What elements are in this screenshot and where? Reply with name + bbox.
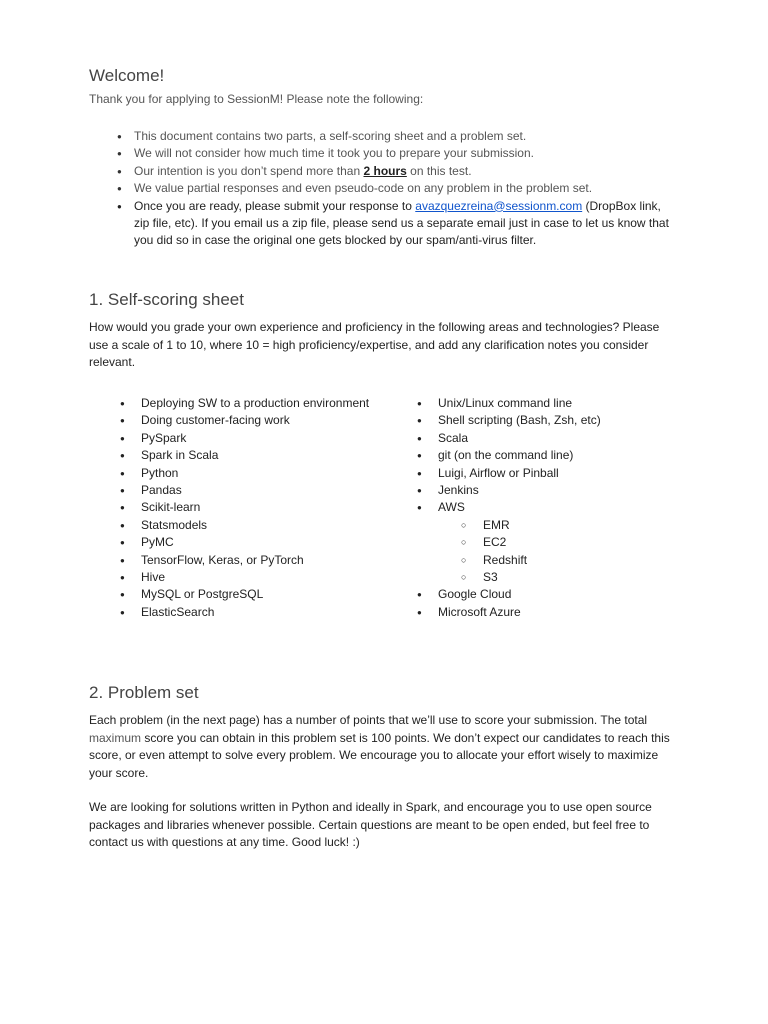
skill-item: ● Hive <box>120 569 369 586</box>
skill-item: ● MySQL or PostgreSQL <box>120 586 369 603</box>
skill-item: ● Scikit-learn <box>120 499 369 516</box>
intro-hours-post: on this test. <box>406 163 472 178</box>
p1-part-b: maximum <box>89 730 142 745</box>
intro-item-partial: ● We value partial responses and even pseudo-code on any problem in the problem set. <box>117 180 677 197</box>
intro-submit-post: (DropBox link, zip file, etc). If you email us a zip file, please send us a separate email just in case to let us know that you did so in case the original one gets blocked by our spam/anti-virus filter. <box>134 198 669 248</box>
intro-item-submit <box>117 198 677 250</box>
problem-set-heading: 2. Problem set <box>89 683 199 702</box>
email-link[interactable]: avazquezreina@sessionm.com <box>415 198 583 213</box>
skill-item: ● Luigi, Airflow or Pinball <box>417 465 601 482</box>
skill-subitem: ○ EMR <box>417 517 601 534</box>
skills-list-left <box>120 395 369 621</box>
skill-item: ● Unix/Linux command line <box>417 395 601 412</box>
skill-item: ● Scala <box>417 430 601 447</box>
p1-part-c: score you can obtain in this problem set is 100 points. We don’t expect our candidates to reach this score, or even attempt to solve every problem. We encourage you to allocate your effort wisely to maximize your score. <box>89 730 670 780</box>
skill-item: ● Statsmodels <box>120 517 369 534</box>
skill-subitem: ○ EC2 <box>417 534 601 551</box>
skill-item: ● Doing customer-facing work <box>120 412 369 429</box>
self-scoring-description: How would you grade your own experience and proficiency in the following areas and technologies? Please use a scale of 1 to 10, where 10 = high proficiency/expertise, and add any clarification notes you consider relevant. <box>89 320 660 370</box>
intro-item-parts: ● This document contains two parts, a self-scoring sheet and a problem set. <box>117 128 677 145</box>
skills-list-right <box>417 395 601 621</box>
skill-item: ● AWS <box>417 499 601 516</box>
p1-part-a: Each problem (in the next page) has a number of points that we’ll use to score your submission. The total <box>89 713 648 727</box>
welcome-heading: Welcome! <box>89 66 165 85</box>
skill-item: ● Pandas <box>120 482 369 499</box>
intro-hours-pre: Our intention is you don’t spend more than <box>134 163 364 178</box>
skill-item: ● Python <box>120 465 369 482</box>
skill-item: ● ElasticSearch <box>120 604 369 621</box>
thanks-text: Thank you for applying to SessionM! Please note the following: <box>89 92 424 106</box>
skill-item: ● Shell scripting (Bash, Zsh, etc) <box>417 412 601 429</box>
skill-item: ● TensorFlow, Keras, or PyTorch <box>120 552 369 569</box>
skill-item: ● git (on the command line) <box>417 447 601 464</box>
skill-item: ● PySpark <box>120 430 369 447</box>
skill-item: ● PyMC <box>120 534 369 551</box>
skill-item: ● Spark in Scala <box>120 447 369 464</box>
intro-bullet-list <box>117 128 677 250</box>
intro-item-time: ● We will not consider how much time it took you to prepare your submission. <box>117 145 677 162</box>
intro-hours-bold: 2 hours <box>363 163 407 178</box>
skill-item: ● Deploying SW to a production environment <box>120 395 369 412</box>
skill-item: ● Jenkins <box>417 482 601 499</box>
skill-item: ● Microsoft Azure <box>417 604 601 621</box>
self-scoring-heading: 1. Self-scoring sheet <box>89 290 244 309</box>
problem-set-paragraph-1 <box>89 712 679 782</box>
problem-set-paragraph-2: We are looking for solutions written in Python and ideally in Spark, and encourage you to use open source packages and libraries whenever possible. Certain questions are meant to be open ended, but feel free to contact us with questions at any time. Good luck! :) <box>89 800 652 850</box>
skill-subitem: ○ S3 <box>417 569 601 586</box>
intro-item-hours <box>117 163 677 180</box>
intro-submit-pre: Once you are ready, please submit your response to <box>134 198 416 213</box>
skill-subitem: ○ Redshift <box>417 552 601 569</box>
skill-item: ● Google Cloud <box>417 586 601 603</box>
